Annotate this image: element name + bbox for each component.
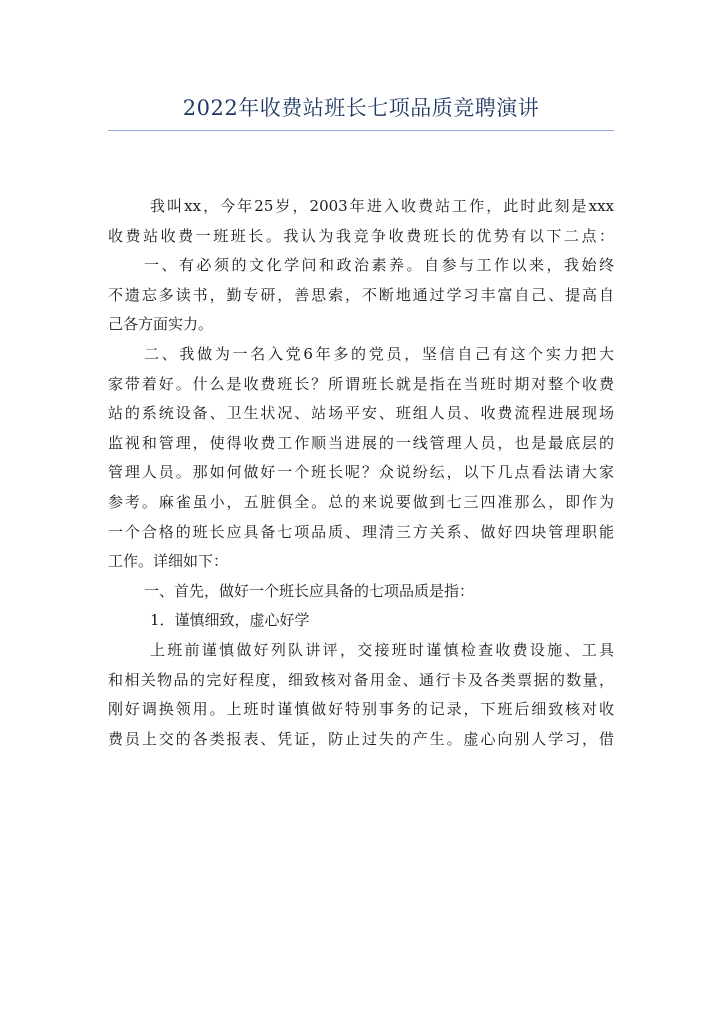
document-title: 2022年收费站班长七项品质竞聘演讲 <box>182 96 540 120</box>
document-body <box>108 192 614 754</box>
text-line: 家带着好。什么是收费班长？所谓班长就是指在当班时期对整个收费 <box>108 374 614 393</box>
text-line: 二、我做为一名入党6年多的党员，坚信自己有这个实力把大 <box>144 344 614 363</box>
text-line: 参考。麻雀虽小，五脏俱全。总的来说要做到七三四准那么，即作为 <box>108 492 614 511</box>
text-line: 一、首先，做好一个班长应具备的七项品质是指： <box>144 581 475 600</box>
text-line: 上班前谨慎做好列队讲评，交接班时谨慎检查收费设施、工具 <box>150 640 614 659</box>
text-line: 管理人员。那如何做好一个班长呢？众说纷纭，以下几点看法请大家 <box>108 463 614 482</box>
text-line: 工作。详细如下： <box>108 552 229 571</box>
text-line: 和相关物品的完好程度，细致核对备用金、通行卡及各类票据的数量， <box>108 670 614 689</box>
text-line: 刚好调换领用。上班时谨慎做好特别事务的记录，下班后细致核对收 <box>108 700 614 719</box>
title-divider <box>108 130 614 131</box>
text-line: 1．谨慎细致，虚心好学 <box>150 611 310 630</box>
text-line: 站的系统设备、卫生状况、站场平安、班组人员、收费流程进展现场 <box>108 404 614 423</box>
text-line: 收费站收费一班班长。我认为我竞争收费班长的优势有以下二点： <box>108 226 614 245</box>
text-line: 费员上交的各类报表、凭证，防止过失的产生。虚心向别人学习，借 <box>108 729 614 748</box>
text-line: 我叫xx，今年25岁，2003年进入收费站工作，此时此刻是xxx <box>150 197 614 215</box>
text-line: 不遗忘多读书，勤专研，善思索，不断地通过学习丰富自己、提高自 <box>108 285 614 304</box>
text-line: 一、有必须的文化学问和政治素养。自参与工作以来，我始终 <box>144 256 614 275</box>
text-line: 一个合格的班长应具备七项品质、理清三方关系、做好四块管理职能 <box>108 522 614 541</box>
text-line: 监视和管理，使得收费工作顺当进展的一线管理人员，也是最底层的 <box>108 433 614 452</box>
text-line: 己各方面实力。 <box>108 315 214 334</box>
